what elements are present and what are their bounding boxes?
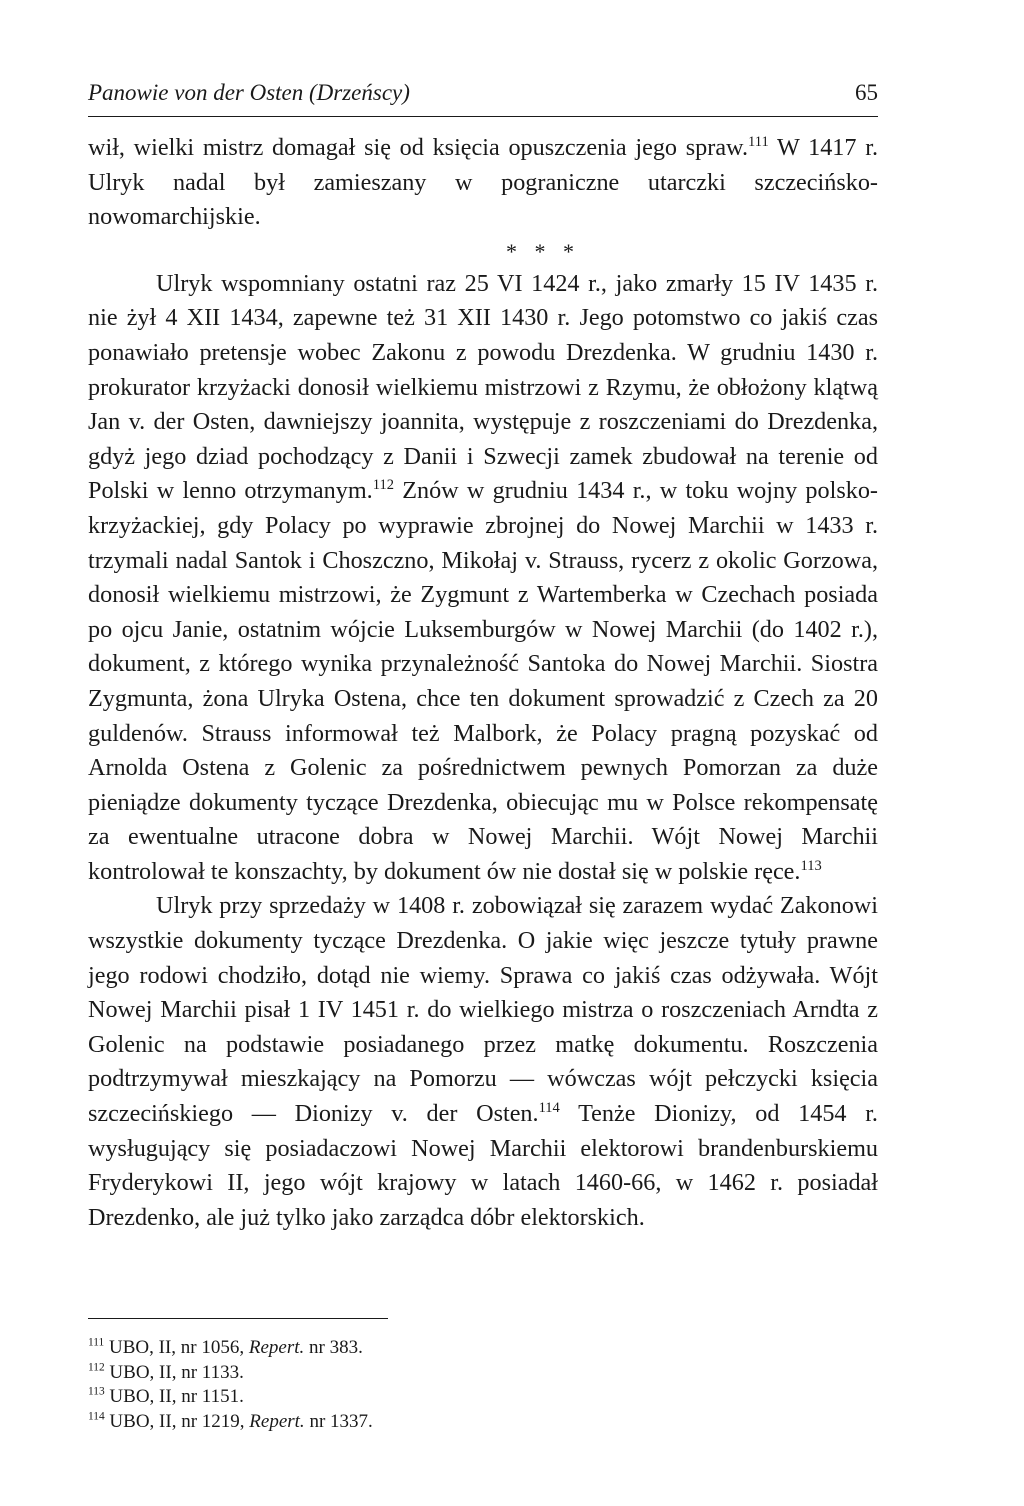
footnote-reference[interactable]: 112 [372, 477, 394, 494]
paragraph-text: Tenże Dionizy, od 1454 r. wysługujący się posiadaczowi Nowej Marchii elektorowi brandenburskiemu Fryderykowi II, jego wójt krajowy w latach 1460-66, w 1462 r. posiadał Drezdenko, ale już tylko jako zarządca dóbr elektorskich. [88, 1100, 878, 1231]
footnote-reference[interactable]: 111 [748, 133, 769, 150]
section-separator: * * * [506, 238, 580, 264]
footnote-number: 111 [88, 1336, 105, 1349]
running-head [88, 80, 878, 117]
footnote [88, 1361, 788, 1386]
footnote-text: UBO, II, nr 1133. [109, 1361, 244, 1383]
footnote-text: UBO, II, nr 1056, [109, 1337, 249, 1358]
footnote-rule [88, 1318, 388, 1319]
footnote [88, 1410, 788, 1435]
paragraph [88, 131, 878, 235]
paragraph-text: wił, wielki mistrz domagał się od księcia opuszczenia jego spraw. [88, 134, 748, 161]
paragraph-text: Ulryk wspomniany ostatni raz 25 VI 1424 r., jako zmarły 15 IV 1435 r. nie żył 4 XII 1434, zapewne też 31 XII 1430 r. Jego potomstwo co jakiś czas ponawiało pretensje wobec Zakonu z powodu Drezdenka. W grudniu 1430 r. prokurator krzyżacki donosił wielkiemu mistrzowi z Rzymu, że obłożony klątwą Jan v. der Osten, dawniejszy joannita, występuje z roszczeniami do Drezdenka, gdyż jego dziad pochodzący z Danii i Szwecji zamek zbudował na terenie od Polski w lenno otrzymanym. [88, 269, 878, 505]
running-title: Panowie von der Osten (Drzeńscy) [88, 80, 410, 105]
paragraph [88, 267, 878, 890]
footnotes [88, 1336, 788, 1434]
footnote-italic: Repert. [248, 1337, 305, 1358]
footnote-number: 113 [88, 1385, 105, 1398]
footnote-text: UBO, II, nr 1219, [109, 1410, 250, 1432]
paragraph-text: W 1417 r. Ulryk nadal był zamieszany w pograniczne utarczki szczecińsko-nowomarchijskie. [88, 134, 878, 231]
footnote-number: 112 [88, 1361, 105, 1374]
paragraph [88, 889, 878, 1235]
footnote-text-after: nr 1337. [304, 1410, 373, 1432]
footnote-number: 114 [88, 1410, 105, 1423]
page [88, 80, 878, 1235]
footnote-reference[interactable]: 113 [800, 857, 822, 874]
footnote-reference[interactable]: 114 [538, 1099, 560, 1116]
footnote [88, 1385, 788, 1410]
footnote-italic: Repert. [249, 1410, 305, 1432]
paragraph-text: Znów w grudniu 1434 r., w toku wojny polsko-krzyżackiej, gdy Polacy po wyprawie zbrojnej do Nowej Marchii w 1433 r. trzymali nadal Santok i Choszczno, Mikołaj v. Strauss, rycerz z okolic Gorzowa, donosił wielkiemu mistrzowi, że Zygmunt z Wartemberka w Czechach posiada po ojcu Janie, ostatnim wójcie Luksemburgów w Nowej Marchii (do 1402 r.), dokument, z którego wynika przynależność Santoka do Nowej Marchii. Siostra Zygmunta, żona Ulryka Ostena, chce ten dokument sprowadzić z Czech za 20 guldenów. Strauss informował też Malbork, że Polacy pragną pozyskać od Arnolda Ostena z Golenic za pośrednictwem pewnych Pomorzan za duże pieniądze dokumenty tyczące Drezdenka, obiecując mu w Polsce rekompensatę za ewentualne utracone dobra w Nowej Marchii. Wójt Nowej Marchii kontrolował te konszachty, by dokument ów nie dostał się w polskie ręce. [88, 477, 878, 885]
body-text [88, 131, 878, 1235]
paragraph-text: Ulryk przy sprzedaży w 1408 r. zobowiązał się zarazem wydać Zakonowi wszystkie dokumenty tyczące Drezdenka. O jakie więc jeszcze tytuły prawne jego rodowi chodziło, dotąd nie wiemy. Sprawa co jakiś czas odżywała. Wójt Nowej Marchii pisał 1 IV 1451 r. do wielkiego mistrza o roszczeniach Arndta z Golenic na podstawie posiadanego przez matkę dokumentu. Roszczenia podtrzymywał mieszkający na Pomorzu — wówczas wójt pełczycki księcia szczecińskiego — Dionizy v. der Osten. [88, 892, 878, 1128]
footnote-text: UBO, II, nr 1151. [109, 1386, 244, 1407]
footnote-text-after: nr 383. [304, 1337, 363, 1358]
footnote [88, 1336, 788, 1361]
page-number: 65 [855, 80, 878, 105]
